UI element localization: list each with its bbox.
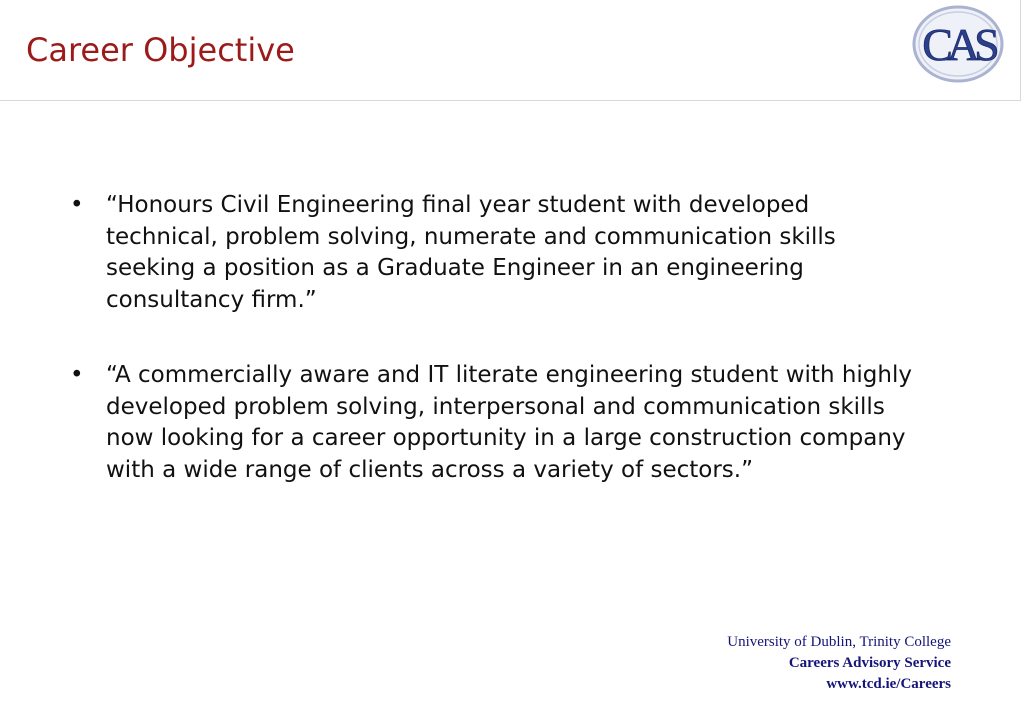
footer: [727, 632, 951, 695]
cas-logo-text: CAS: [922, 19, 994, 70]
bullet-text: “A commercially aware and IT literate engineering student with highly developed problem solving, interpersonal and communication skills now looking for a career opportunity in a large construction company with a wide range of clients across a variety of sectors.”: [106, 362, 912, 483]
bullet-item: [66, 360, 916, 486]
cas-logo-graphic: [911, 4, 1005, 84]
footer-url: www.tcd.ie/Careers: [826, 676, 951, 692]
footer-institution: University of Dublin, Trinity College: [727, 634, 951, 650]
footer-service: Careers Advisory Service: [788, 655, 951, 671]
bullet-item: [66, 190, 916, 316]
bullet-text: “Honours Civil Engineering final year student with developed technical, problem solving, numerate and communication skills seeking a position as a Graduate Engineer in an engineering consultancy firm.”: [106, 192, 836, 313]
bullet-marker: •: [70, 362, 84, 388]
slide-title: Career Objective: [26, 31, 295, 69]
bullet-list: [66, 190, 916, 486]
cas-logo: [911, 4, 1005, 84]
bullet-marker: •: [70, 192, 84, 218]
